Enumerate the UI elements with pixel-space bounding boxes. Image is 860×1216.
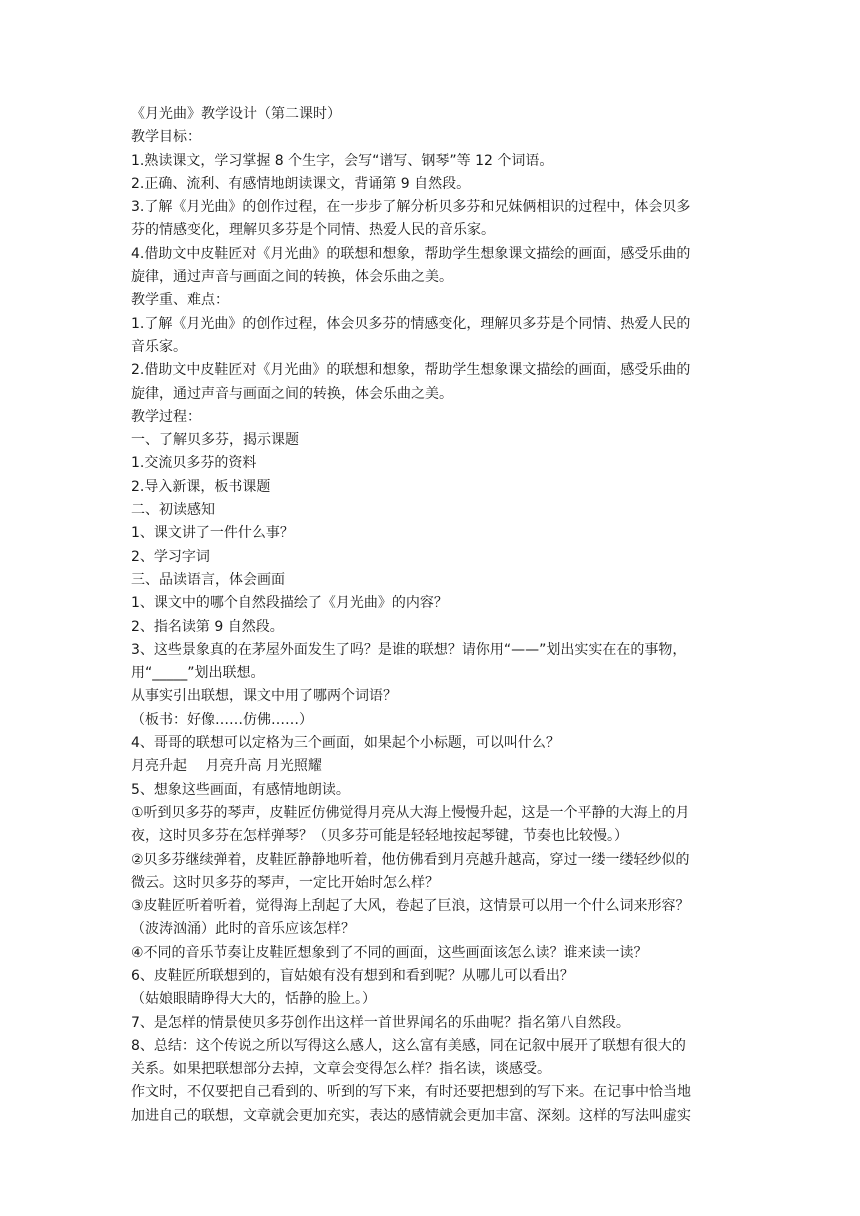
text-line: 用“_____”划出联想。 (131, 665, 265, 682)
text-line: 8、总结：这个传说之所以写得这么感人，这么富有美感，同在记叙中展开了联想有很大的 (131, 1037, 686, 1054)
document-body (131, 103, 741, 1128)
text-line: 4.借助文中皮鞋匠对《月光曲》的联想和想象，帮助学生想象课文描绘的画面，感受乐曲的 (131, 245, 691, 262)
section-heading-process: 教学过程： (131, 408, 201, 425)
text-line: 微云。这时贝多芬的琴声，一定比开始时怎么样？ (131, 874, 439, 891)
text-line: 1、课文讲了一件什么事？ (131, 525, 294, 542)
text-line: 三、品读语言，体会画面 (131, 571, 285, 588)
document-title: 《月光曲》教学设计（第二课时） (131, 106, 341, 122)
text-line: 7、是怎样的情景使贝多芬创作出这样一首世界闻名的乐曲呢？指名第八自然段。 (131, 1014, 630, 1031)
text-line: 3.了解《月光曲》的创作过程，在一步步了解分析贝多芬和兄妹俩相识的过程中，体会贝多 (131, 199, 691, 216)
text-line: 一、了解贝多芬，揭示课题 (131, 432, 299, 449)
text-line: 2、指名读第 9 自然段。 (131, 618, 284, 635)
text-line: 从事实引出联想，课文中用了哪两个词语？ (131, 688, 397, 705)
text-line: 二、初读感知 (131, 502, 215, 519)
text-line: （板书：好像……仿佛……） (131, 711, 313, 728)
section-heading-objectives: 教学目标： (131, 129, 201, 146)
section-heading-key-points: 教学重、难点： (131, 292, 229, 309)
text-line: （姑娘眼睛睁得大大的，恬静的脸上。） (131, 991, 376, 1008)
text-line: 关系。如果把联想部分去掉，文章会变得怎么样？指名读，谈感受。 (131, 1061, 551, 1078)
text-line: 6、皮鞋匠所联想到的，盲姑娘有没有想到和看到呢？从哪儿可以看出？ (131, 967, 574, 984)
text-line: ④不同的音乐节奏让皮鞋匠想象到了不同的画面，这些画面该怎么读？谁来读一读？ (131, 944, 648, 961)
text-line: 夜，这时贝多芬在怎样弹琴？（贝多芬可能是轻轻地按起琴键，节奏也比较慢。） (131, 828, 628, 845)
text-line: 4、哥哥的联想可以定格为三个画面，如果起个小标题，可以叫什么？ (131, 735, 560, 752)
text-line: 音乐家。 (131, 338, 187, 355)
text-line: 1、课文中的哪个自然段描绘了《月光曲》的内容？ (131, 595, 448, 612)
text-line: 1.熟读课文，学习掌握 8 个生字，会写“谱写、钢琴”等 12 个词语。 (131, 152, 554, 169)
text-line: 2.借助文中皮鞋匠对《月光曲》的联想和想象，帮助学生想象课文描绘的画面，感受乐曲的 (131, 362, 691, 379)
text-line: 2、学习字词 (131, 548, 210, 565)
text-line: （波涛汹涌）此时的音乐应该怎样？ (131, 921, 355, 938)
text-line: 作文时，不仅要把自己看到的、听到的写下来，有时还要把想到的写下来。在记事中恰当地 (131, 1084, 691, 1101)
text-line: 2.导入新课，板书课题 (131, 478, 271, 495)
text-line: 1.了解《月光曲》的创作过程，体会贝多芬的情感变化，理解贝多芬是个同情、热爱人民的 (131, 315, 691, 332)
text-line: 旋律，通过声音与画面之间的转换，体会乐曲之美。 (131, 269, 453, 286)
text-line: 1.交流贝多芬的资料 (131, 455, 257, 472)
text-line: ②贝多芬继续弹着，皮鞋匠静静地听着，他仿佛看到月亮越升越高，穿过一缕一缕轻纱似的 (131, 851, 690, 868)
text-line: 3、这些景象真的在茅屋外面发生了吗？是谁的联想？请你用“——”划出实实在在的事物， (131, 641, 687, 658)
text-line: 5、想象这些画面，有感情地朗读。 (131, 781, 350, 798)
text-line: 月亮升起 月亮升高 月光照耀 (131, 758, 322, 775)
text-line: 旋律，通过声音与画面之间的转换，体会乐曲之美。 (131, 385, 453, 402)
text-line: 芬的情感变化，理解贝多芬是个同情、热爱人民的音乐家。 (131, 222, 495, 239)
text-line: 2.正确、流利、有感情地朗读课文，背诵第 9 自然段。 (131, 175, 471, 192)
text-line: ①听到贝多芬的琴声，皮鞋匠仿佛觉得月亮从大海上慢慢升起，这是一个平静的大海上的月 (131, 804, 690, 821)
text-line: 加进自己的联想，文章就会更加充实，表达的感情就会更加丰富、深刻。这样的写法叫虚实 (131, 1107, 691, 1124)
text-line: ③皮鞋匠听着听着，觉得海上刮起了大风，卷起了巨浪，这情景可以用一个什么词来形容？ (131, 898, 690, 915)
